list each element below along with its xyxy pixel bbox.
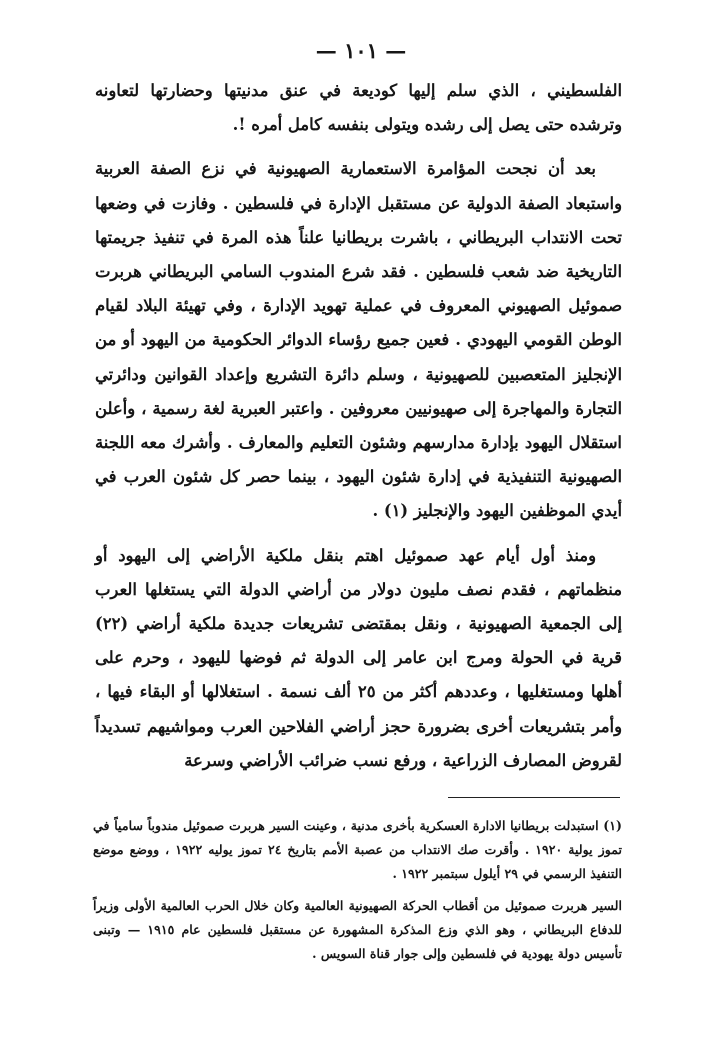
footnote: السير هربرت صموئيل من أقطاب الحركة الصهيونية العالمية وكان خلال الحرب العالمية الأولى وزيراً للدفاع البريطاني ، وهو الذي وزع المذكرة المشهورة عن مستقبل فلسطين عام ١٩١٥ — وتبنى تأسيس دولة يهودية في فلسطين وإلى جوار قناة السويس . [93, 898, 622, 961]
paragraph: الفلسطيني ، الذي سلم إليها كوديعة في عنق مدنيتها وحضارتها لتعاونه وترشده حتى يصل إلى رشده ويتولى بنفسه كامل أمره !. [95, 81, 622, 135]
page-number: — ١٠١ — [315, 38, 407, 63]
paragraph: بعد أن نجحت المؤامرة الاستعمارية الصهيونية في نزع الصفة العربية واستبعاد الصفة الدولية عن مستقبل الإدارة في فلسطين . وفازت في وضعها تحت الانتداب البريطاني ، باشرت بريطانيا علناً هذه المرة في تنفيذ جريمتها التاريخية ضد شعب فلسطين . فقد شرع المندوب السامي البريطاني هربرت صموئيل الصهيوني المعروف في عملية تهويد الإدارة ، وفي تهيئة البلاد لقيام الوطن القومي اليهودي . فعين جميع رؤساء الدوائر الحكومية من اليهود أو من الإنجليز المتعصبين للصهيونية ، وسلم دائرة التشريع وإعداد القوانين ودائرتي التجارة والمهاجرة إلى صهيونيين معروفين . واعتبر العبرية لغة رسمية ، وأعلن استقلال اليهود بإدارة مدارسهم وشئون التعليم والمعارف . وأشرك معه اللجنة الصهيونية التنفيذية في إدارة شئون اليهود ، بينما حصر كل شئون العرب في أيدي الموظفين اليهود والإنجليز (١) . [95, 159, 622, 521]
footnote: (١) استبدلت بريطانيا الادارة العسكرية بأخرى مدنية ، وعينت السير هربرت صموئيل مندوباً سامياً في تموز يولية ١٩٢٠ . وأقرت صك الانتداب من عصبة الأمم بتاريخ ٢٤ تموز يوليه ١٩٢٢ ، ووضع موضع التنفيذ الرسمي في ٢٩ أيلول سبتمبر ١٩٢٢ . [93, 818, 622, 881]
paragraph: ومنذ أول أيام عهد صموئيل اهتم بنقل ملكية الأراضي إلى اليهود أو منظماتهم ، فقدم نصف مليون دولار من أراضي الدولة التي يستغلها العرب إلى الجمعية الصهيونية ، ونقل بمقتضى تشريعات جديدة ملكية أراضي (٢٢) قرية في الحولة ومرج ابن عامر إلى الدولة ثم فوضها لليهود ، وحرم على أهلها ومستغليها ، وعددهم أكثر من ٢٥ ألف نسمة . استغلالها أو البقاء فيها ، وأمر بتشريعات أخرى بضرورة حجز أراضي الفلاحين العرب ومواشيهم تسديداً لقروض المصارف الزراعية ، ورفع نسب ضرائب الأراضي وسرعة [95, 545, 622, 770]
footnote-divider [448, 797, 620, 798]
main-text [95, 74, 622, 778]
footnotes [93, 814, 622, 966]
